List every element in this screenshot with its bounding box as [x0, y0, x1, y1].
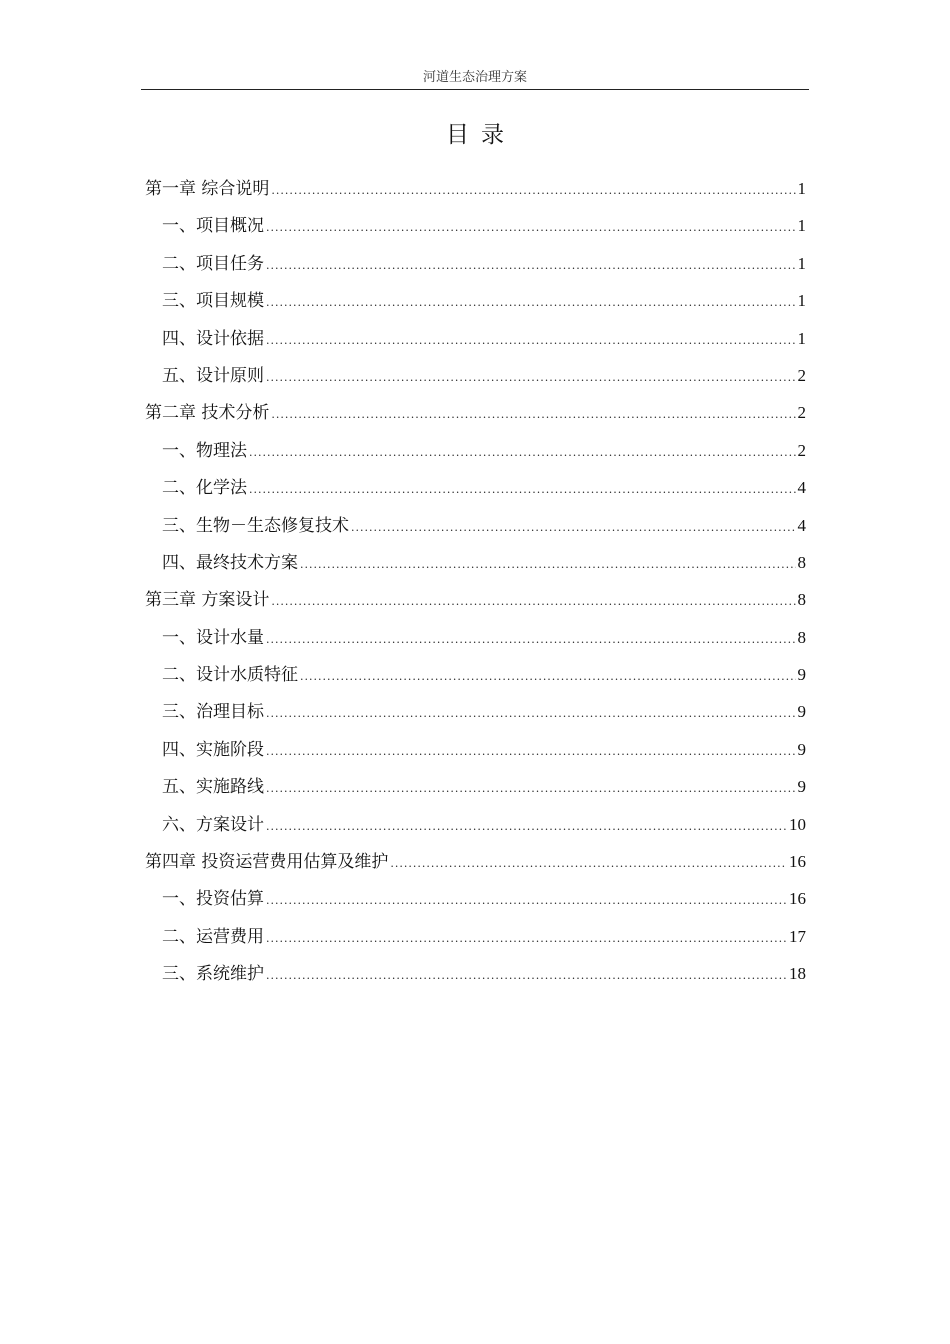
toc-dot-leader [266, 882, 787, 919]
toc-section-entry[interactable] [145, 282, 806, 319]
page-header [141, 68, 809, 90]
toc-entry-label: 一、投资估算 [162, 889, 264, 910]
toc-entry-page-number: 16 [789, 889, 806, 909]
toc-dot-leader [300, 546, 796, 583]
toc-dot-leader [271, 396, 795, 433]
toc-dot-leader [266, 920, 787, 957]
toc-dot-leader [266, 808, 787, 845]
toc-section-entry[interactable] [145, 656, 806, 693]
toc-dot-leader [249, 471, 796, 508]
toc-entry-label: 四、设计依据 [162, 328, 264, 349]
toc-section-entry[interactable] [145, 432, 806, 469]
toc-dot-leader [249, 434, 796, 471]
toc-entry-label: 三、生物－生态修复技术 [162, 515, 349, 536]
toc-section-entry[interactable] [145, 507, 806, 544]
toc-chapter-entry[interactable] [145, 843, 806, 880]
toc-entry-page-number: 2 [797, 365, 806, 385]
toc-entry-label: 二、设计水质特征 [162, 665, 298, 686]
toc-dot-leader [271, 172, 795, 209]
toc-chapter-entry[interactable] [145, 581, 806, 618]
toc-entry-label: 三、治理目标 [162, 702, 264, 723]
toc-section-entry[interactable] [145, 806, 806, 843]
toc-entry-page-number: 1 [797, 291, 806, 311]
toc-dot-leader [351, 509, 796, 546]
toc-entry-page-number: 8 [797, 552, 806, 572]
toc-entry-label: 四、最终技术方案 [162, 552, 298, 573]
toc-entry-page-number: 1 [797, 328, 806, 348]
toc-section-entry[interactable] [145, 918, 806, 955]
toc-section-entry[interactable] [145, 768, 806, 805]
toc-entry-label: 六、方案设计 [162, 814, 264, 835]
toc-dot-leader [266, 322, 796, 359]
toc-title: 目录 [446, 122, 516, 148]
toc-dot-leader [271, 583, 795, 620]
toc-dot-leader [266, 359, 796, 396]
toc-entry-page-number: 2 [797, 403, 806, 423]
toc-entry-page-number: 16 [789, 852, 806, 872]
toc-dot-leader [390, 845, 787, 882]
toc-section-entry[interactable] [145, 469, 806, 506]
toc-entry-label: 二、化学法 [162, 478, 247, 499]
toc-entry-page-number: 9 [797, 665, 806, 685]
toc-entry-label: 三、项目规模 [162, 291, 264, 312]
toc-entry-page-number: 2 [797, 440, 806, 460]
toc-entry-page-number: 8 [797, 627, 806, 647]
toc-entry-label: 第一章 综合说明 [145, 179, 270, 199]
toc-entry-label: 四、实施阶段 [162, 739, 264, 760]
toc-entry-page-number: 4 [797, 478, 806, 498]
toc-section-entry[interactable] [145, 544, 806, 581]
toc-entry-label: 第四章 投资运营费用估算及维护 [145, 852, 389, 873]
toc-section-entry[interactable] [145, 245, 806, 282]
toc-dot-leader [266, 957, 787, 994]
toc-chapter-entry[interactable] [145, 394, 806, 431]
toc-entry-label: 一、项目概况 [162, 216, 264, 237]
toc-entry-page-number: 10 [789, 814, 806, 834]
toc-dot-leader [300, 658, 796, 695]
toc-dot-leader [266, 209, 796, 246]
toc-entry-page-number: 17 [789, 926, 806, 946]
toc-entry-page-number: 9 [797, 777, 806, 797]
toc-entry-label: 第二章 技术分析 [145, 403, 270, 424]
toc-entry-page-number: 1 [797, 216, 806, 236]
toc-chapter-entry[interactable] [145, 170, 806, 207]
toc-dot-leader [266, 770, 796, 807]
toc-entry-page-number: 8 [797, 590, 806, 610]
toc-dot-leader [266, 733, 796, 770]
toc-entry-label: 五、实施路线 [162, 777, 264, 798]
toc-entry-label: 三、系统维护 [162, 964, 264, 985]
toc-entry-label: 第三章 方案设计 [145, 590, 270, 611]
toc-entry-label: 五、设计原则 [162, 365, 264, 386]
toc-entry-page-number: 1 [797, 253, 806, 273]
toc-section-entry[interactable] [145, 880, 806, 917]
toc-dot-leader [266, 284, 796, 321]
toc-list [145, 170, 806, 993]
toc-dot-leader [266, 621, 796, 658]
toc-entry-page-number: 1 [797, 179, 806, 198]
toc-entry-page-number: 9 [797, 702, 806, 722]
toc-dot-leader [266, 695, 796, 732]
toc-entry-label: 二、运营费用 [162, 926, 264, 947]
toc-section-entry[interactable] [145, 207, 806, 244]
toc-entry-page-number: 18 [789, 964, 806, 984]
toc-entry-label: 一、物理法 [162, 440, 247, 461]
running-title: 河道生态治理方案 [422, 70, 527, 85]
toc-entry-label: 二、项目任务 [162, 253, 264, 274]
toc-section-entry[interactable] [145, 619, 806, 656]
toc-section-entry[interactable] [145, 693, 806, 730]
toc-entry-page-number: 4 [797, 515, 806, 535]
toc-dot-leader [266, 247, 796, 284]
toc-section-entry[interactable] [145, 320, 806, 357]
toc-section-entry[interactable] [145, 955, 806, 992]
toc-section-entry[interactable] [145, 357, 806, 394]
toc-entry-label: 一、设计水量 [162, 627, 264, 648]
toc-entry-page-number: 9 [797, 739, 806, 759]
toc-section-entry[interactable] [145, 731, 806, 768]
